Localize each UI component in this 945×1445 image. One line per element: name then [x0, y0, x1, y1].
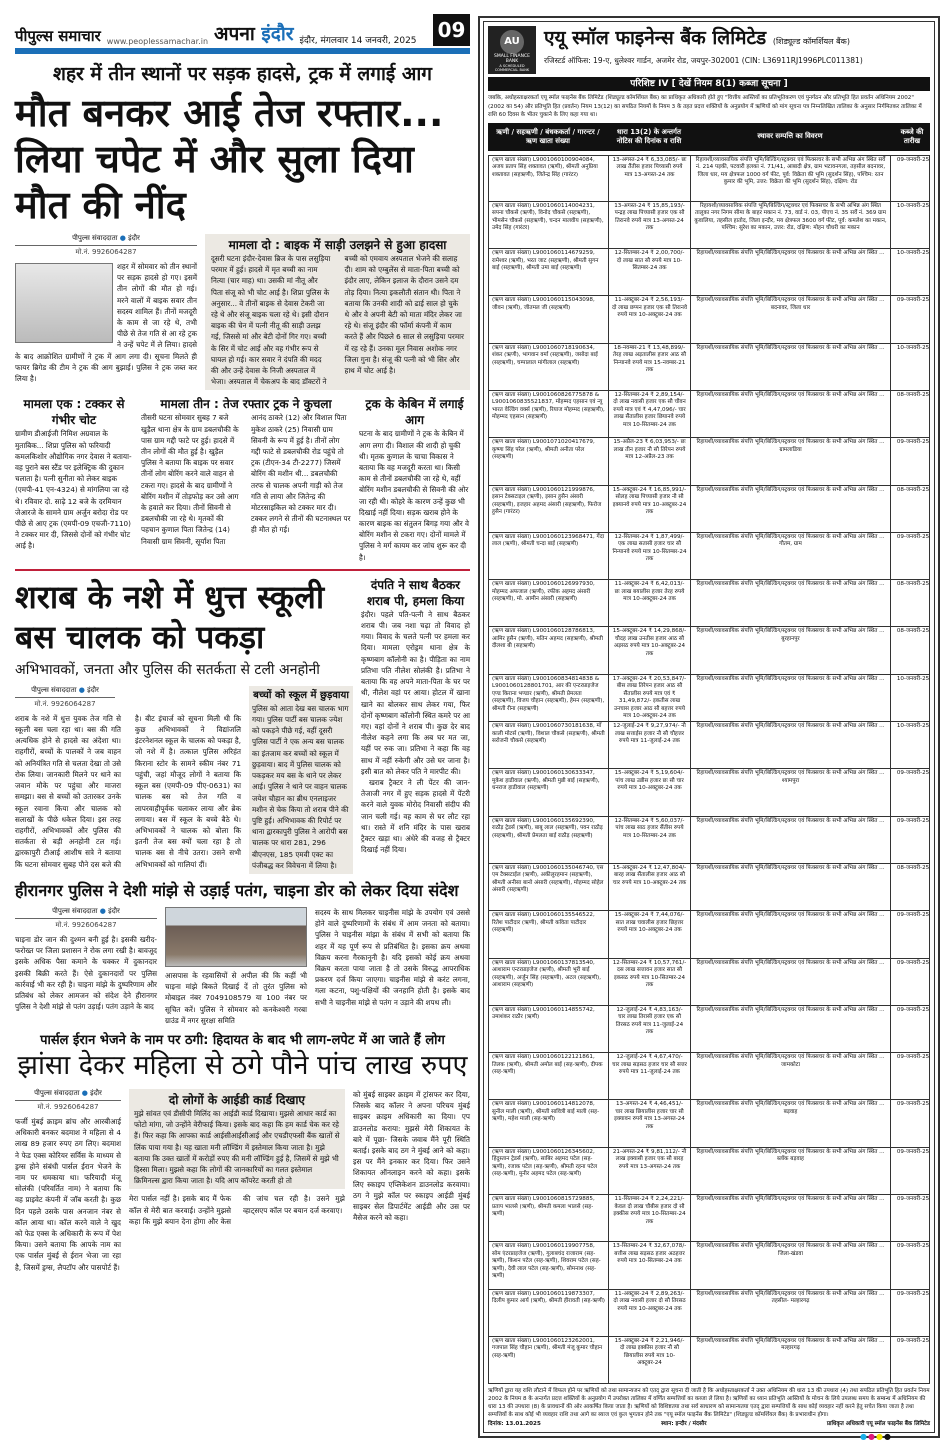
case2-box — [205, 234, 470, 390]
story2-side — [361, 577, 470, 855]
borrower-cell: (ऋण खाता संख्या) L9001060114679259, रामेश्वर (ऋणी), भरत जाट (सहऋणी), श्रीमती सुगन बाई (सहऋणी), श्रीमती उमा बाई (सहऋणी) — [489, 249, 609, 295]
story2-box-body: पुलिस को आता देख बस चालक भाग गया। पुलिस पार्टी बस चालक ज्येश को पकड़ने पीछे गई, वहीं दूसरी पुलिस पार्टी ने एक अन्य बस चालक का इंतजाम कर बच्चों को स्कूल में छुड़वाया। बाद में पुलिस चालक को पकड़कर मय बस के थाने पर लेकर आई। पुलिस ने थाने पर वाहन चालक जयेश चौहान का ब्रीथ एनलाइजर मशीन से चेक किया तो शराब पीने की पुष्टि हुई। अभिभावक की रिपोर्ट पर थाना द्वारकापुरी पुलिस ने आरोपी बस चालक पर धारा 281, 296 बीएनएस, 185 एमवी एक्ट का पंजीबद्ध कर विवेचना में लिया है। — [252, 703, 349, 870]
notice-title: परिशिष्ट IV [ देखें नियम 8(1) कब्जा सूचना ] — [488, 77, 930, 91]
section-title — [214, 20, 294, 46]
property-cell: रिहायशी/व्यावसायिक संपत्ति भूमि/बिल्डिंग/स्ट्रक्चर एवं फिक्सचर के सभी अभिन्न अंग स्थित ... — [691, 391, 891, 437]
possession-date-cell: 09-जनवरी-25 — [896, 533, 930, 540]
property-cell: रिहायशी/व्यावसायिक संपत्ति भूमि/बिल्डिंग/स्ट्रक्चर एवं फिक्सचर के सभी अभिन्न अंग स्थित ... जिला-खंडवा — [691, 1242, 891, 1288]
possession-date-cell: 09-जनवरी-25 — [896, 1006, 930, 1013]
property-cell: रिहायशी/व्यावसायिक संपत्ति भूमि/बिल्डिंग/स्ट्रक्चर एवं फिक्सचर के सभी अभिन्न अंग स्थित ... — [691, 1195, 891, 1241]
property-cell: रिहायशी/व्यावसायिक संपत्ति भूमि/बिल्डिंग/स्ट्रक्चर एवं फिक्सचर के सभी अभिन्न अंग स्थित ... बुरहानपुर — [691, 627, 891, 673]
possession-date-cell: 09-जनवरी-25 — [896, 1101, 930, 1108]
page-number: 09 — [433, 14, 470, 46]
story3-headline: हीरानगर पुलिस ने देशी मांझे से उड़ाई पतंग, चाइना डोर को लेकर दिया संदेश — [15, 880, 459, 900]
footer-text: ऋणियों द्वारा यह राशि लौटाने में विफल होने पर ऋणियों को तथा सामान्यजन को एतद् द्वारा सूचना दी जाती है कि अधोहस्ताक्षरकर्ता ने उक्त अधिनियम की धारा 13 की उपधारा (4) तथा सपठित प्रतिभूति हित प्रवर्तन नियम 2002 के नियम 8 के अन्तर्गत प्रदत्त शक्तियों के अनुप्रयोग में उपरोक्त तालिका में वर्णित सम्पत्तियों का कब्जा ले लिया है। ऋणियों का ध्यान प्रतिभूति आस्तियों के मोचन के लिये उपलब्ध समय के सम्बन्ध में अधिनियम की धारा 13 की उपधारा (8) के प्रावधानों की ओर आकर्षित किया जाता है। ऋणियों को विशिष्टतया तथा सर्व साधारण को सामान्यतया एतद् द्वारा सम्पत्तियों के साथ कोई व्यवहार नहीं करने हेतु सचेत किया जाता है तथा सम्पत्तियों के साथ कोई भी व्यवहार राशि तथा आगे का ब्याज एवं कुल भुगतान होने तक "एयू स्मॉल फाइनेंस बैंक लिमिटेड" (शिड्यूल्ड कॉमर्शियल बैंक) के प्रभाराधीन होगा। — [488, 1388, 930, 1419]
dateline: इंदौर, मंगलवार 14 जनवरी, 2025 — [299, 36, 417, 46]
notice-cell: 13-अगस्त-24 ₹ 15,85,193/- पन्द्रह लाख पिच्यासी हजार एक सौ तिरानवे रुपये मात्र 13-अगस्त-24 तक — [609, 202, 691, 248]
ad-frame — [483, 21, 935, 1433]
story2 — [15, 577, 470, 874]
borrower-cell: (ऋण खाता संख्या) L9001060119907758, सोम एंटरप्राइजेज (ऋणी), गुलाबचंद राजाराम (सह-ऋणी), किशन पटेल (सह-ऋणी), शिवराम पटेल (सह-ऋणी), देवी लाल पटेल (सह-ऋणी), सोमनाथ (सह-ऋणी) — [489, 1242, 609, 1288]
case2-body: दूसरी घटना इंदौर-देवास ब्रिज के पास लसुड़िया परमार में हुई। हादसे में मृत बच्ची का नाम नित्या (चार माह) था। उसकी मां नीतू और पिता संजू को भी चोट आई है। शिप्रा पुलिस के अनुसार... वे तीनों बाइक से देवास टेकरी जा रहे थे और संजू बाइक चला रहे थे। इसी दौरान बाइक की चेन में पत्नी नीतू की साड़ी उलझ गई, जिससे मां और बेटी दोनों गिर गए। बच्ची के सिर में चोट आई और वह गंभीर रूप से घायल हो गई। कार सवार ने दंपति की मदद की और उन्हें देवास के निजी अस्पताल में भेजा। अस्पताल में चेकअप के बाद डॉक्टरों ने बच्ची को एमवाय अस्पताल भेजने की सलाह दी। शाम को एम्बुलेंस से माता-पिता बच्ची को इंदौर लाए, लेकिन इलाज के दौरान उसने दम तोड़ दिया। नित्या इकलौती संतान थी। पिता ने बताया कि उनकी शादी को ढाई साल हो चुके थे और वे अपनी बेटी को माता मंदिर लेकर जा रहे थे। संजू इंदौर की फॉर्मा कंपनी में काम करते हैं और पिछले 6 साल से लसुड़िया परमार में रह रहे हैं। उनका मूल निवास अशोक नगर जिला गुना है। संजू की पत्नी को भी सिर और हाथ में चोट आई है। — [211, 254, 464, 387]
story2-subhead: अभिभावकों, जनता और पुलिस की सतर्कता से टली अनहोनी — [15, 661, 320, 678]
possession-date-cell: 10-जनवरी-25 — [896, 675, 930, 682]
byline-mobile: मो.नं. 9926064287 — [34, 699, 96, 708]
byline-name: पीपुल्स संवाददाता — [72, 234, 118, 242]
property-cell: रिहायशी/व्यावसायिक संपत्ति भूमि/बिल्डिंग/स्ट्रक्चर एवं फिक्सचर के सभी अभिन्न अंग स्थित ... गौतम, ग्राम — [691, 533, 891, 579]
possession-notice-ad — [478, 16, 940, 1438]
property-cell: रिहायशी/व्यावसायिक संपत्ति भूमि/बिल्डिंग/स्ट्रक्चर एवं फिक्सचर के सभी अभिन्न अंग स्थित ... ग्रामलाडिया — [691, 438, 891, 484]
byline-name: पीपुल्स संवाददाता — [34, 1088, 80, 1097]
table-row — [488, 438, 930, 485]
possession-date-cell: 09-जनवरी-25 — [896, 1243, 930, 1250]
ad-header — [488, 26, 930, 74]
au-logo-mark: AU — [500, 30, 524, 54]
au-logo-tag: A SCHEDULED COMMERCIAL BANK — [494, 64, 530, 72]
property-cell: रिहायशी/व्यावसायिक संपत्ति भूमि/बिल्डिंग/स्ट्रक्चर एवं फिक्सचर के सभी अभिन्न अंग स्थित ... बदनावर, जिला धार — [691, 296, 891, 342]
story4-kicker: पार्सल ईरान भेजने के नाम पर ठगी: हिदायत के बाद भी लाग-लपेट में आ जाते हैं लोग — [40, 1032, 445, 1048]
byline: पीपुल्स संवाददाता ● इंदौर — [15, 1089, 121, 1101]
table-row — [488, 155, 930, 202]
property-cell: रिहायशी/व्यावसायिक संपत्ति भूमि/बिल्डिंग/स्ट्रक्चर एवं फिक्सचर के सभी अभिन्न अंग स्थित ... — [691, 675, 891, 721]
borrower-cell: (ऋण खाता संख्या) L9001060128786813, आमिर हुसैन (ऋणी), मतिन अहमद (सहऋणी), श्रीमती दीलशा बी (सहऋणी) — [489, 627, 609, 673]
notice-cell: 11-अक्टूबर-24 ₹ 2,56,193/- दो लाख छप्पन हजार एक सौ तिरानवे रुपये मात्र 10-अक्टूबर-24 तक — [609, 296, 691, 342]
table-row — [488, 202, 930, 249]
possession-date-cell: 09-जनवरी-25 — [896, 1290, 930, 1297]
story3-left — [15, 907, 157, 1012]
borrower-cell: (ऋण खाता संख्या) L9001060834814838 & L9001060128801701, आर की एन्टरप्राइजेज एण्ड किराना भण्डार (ऋणी), श्रीमती प्रेमलता (सहऋणी), विजय चौहान (सहऋणी), हेमन (सहऋणी), श्रीमती रीना (सहऋणी) — [489, 675, 609, 721]
possession-date-cell: 08-जनवरी-25 — [896, 486, 930, 493]
story4-left — [15, 1089, 121, 1273]
borrower-cell: (ऋण खाता संख्या) L9001071020417679, कृष्णा सिंह परेल (ऋणी), श्रीमती अनीता परेल (सहऋणी) — [489, 438, 609, 484]
borrower-cell: (ऋण खाता संख्या) L9001060126345602, हिंदुस्तान ट्रेडर्स (ऋणी), साबिर अहमद पटेल (सह-ऋणी), रजाक पटेल (सह-ऋणी), श्रीमती रहना पटेल (सह-ऋणी), मुनीर अहमद पटेल (सह-ऋणी) — [489, 1148, 609, 1194]
col-notice: धारा 13(2) के अन्तर्गत नोटिस की दिनांक व राशि — [616, 127, 682, 145]
notice-cell: 11-अक्टूबर-24 ₹ 2,89,263/- दो लाख नवासी हजार दो सौ तिरसठ रुपये मात्र 10-अक्टूबर-24 तक — [609, 1290, 691, 1336]
table-row — [488, 1100, 930, 1147]
notice-cell: 12-सितम्बर-24 ₹ 1,87,499/- एक लाख सतासी हजार चार सौ निन्यानवे रुपये मात्र 10-सितम्बर-24 तक — [609, 533, 691, 579]
notice-cell: 15-अक्टूबर-24 ₹ 5,19,604/- पांच लाख उन्नीस हजार छः सौ चार रुपये मात्र 10-अक्टूबर-24 तक — [609, 769, 691, 815]
possession-date-cell: 10-जनवरी-25 — [896, 723, 930, 730]
story1-top — [15, 234, 470, 390]
possession-date-cell: 09-जनवरी-25 — [896, 297, 930, 304]
borrower-cell: (ऋण खाता संख्या) L9001060137813540, आशाराम एन्टरप्राइजेज (ऋणी), श्रीमती भूरी बाई (सहऋणी), अर्जुन सिंह (सहऋणी), अटल (सहऋणी), आशाराम (सहऋणी) — [489, 959, 609, 1005]
story4-body2: मेरा पार्सल नहीं है। इसके बाद मैं फेक कॉल से मेरी बात करवाई। उन्होंने मुझसे कहा कि मुझे बयान देना होगा और केस की जांच चल रही है। उसने मुझे व्हाट्सएप कॉल पर बयान दर्ज करवाए। — [129, 1194, 345, 1226]
possession-date-cell: 08-जनवरी-25 — [896, 628, 930, 635]
masthead — [15, 14, 470, 54]
property-cell: रिहायशी/व्यावसायिक संपत्ति भूमि/बिल्डिंग/स्ट्रक्चर एवं फिक्सचर के सभी अभिन्न अंग स्थित ... — [691, 344, 891, 390]
story1-cases — [15, 396, 470, 562]
story2-side-body: इंदौर। पहले पति-पत्नी ने साथ बैठकर शराब पी। जब नशा चढ़ा तो विवाद हो गया। विवाद के चलते पत्नी पर हमला कर दिया। मामला एरोड्रम थाना क्षेत्र के कृष्णबाग कॉलोनी का है। पीड़िता का नाम प्रतिभा पति नीलेश सोलंकी है। प्रतिभा ने बताया कि वह अपने माता-पिता के घर पर थी, नीलेश वहां पर आया। होटल में खाना खाने का बोलकर साथ लेकर गया, फिर दोनों कृष्णबाग कॉलोनी स्थित कमरे पर आ गए। वहां दोनों ने शराब पी। कुछ देर बाद नीलेश कहने लगा कि अब घर मत जा, यहीं पर रुक जा। प्रतिभा ने कहा कि वह साथ में नहीं रुकेगी और उसे घर जाना है। इसी बात को लेकर पति ने मारपीट की। — [361, 609, 470, 776]
property-cell: रिहायशी/व्यावसायिक संपत्ति भूमि/बिल्डिंग/स्ट्रक्चर एवं फिक्सचर के सभी अभिन्न अंग स्थित ... — [691, 722, 891, 768]
notice-cell: 15-अप्रैल-23 ₹ 6,03,953/- छः लाख तीन हजार नौ सौ तिरेपन रुपये मात्र 12-अप्रैल-23 तक — [609, 438, 691, 484]
story4-body: फर्जी मुंबई क्राइम ब्रांच और आरबीआई अधिकारी बनकर बदमाश ने महिला से 4 लाख 89 हजार रुपए ठग लिए। बदमाश ने फेड एक्स कोरियर सर्विस के माध्यम से ड्रग्स होने संबंधी पार्सल ईरान भेजने के नाम पर धमकाया था। फरियादी मंजू सोलंकी (परिवर्तित नाम) ने बताया कि वह प्राइवेट कंपनी में जॉब करती है। कुछ दिन पहले उसके पास अनजान नंबर से कॉल आया था। कॉल करने वाले ने खुद को फेड एक्स के अधिकारी के रूप में पेश किया। उसने बताया कि आपके नाम का एक पार्सल मुंबई से ईरान भेजा जा रहा है, जिसमें ड्रग्स, लैपटॉप और पासपोर्ट हैं। — [15, 1116, 121, 1272]
possession-date-cell: 08-जनवरी-25 — [896, 864, 930, 871]
borrower-cell: (ऋण खाता संख्या) L9001060123262001, गजपाल सिंह चौहान (ऋणी), श्रीमती मंजू कुमार चौहान (सह-ऋणी) — [489, 1337, 609, 1383]
possession-date-cell: 10-जनवरी-25 — [896, 202, 930, 209]
borrower-cell: (ऋण खाता संख्या) L9001060114855742, उमाशंकर राठौर (ऋणी) — [489, 1006, 609, 1052]
borrower-cell: (ऋण खाता संख्या) L9001060815729885, प्रताप भालसे (ऋणी), श्रीमती कमला भालसे (सह-ऋणी) — [489, 1195, 609, 1241]
story1-left — [15, 234, 197, 384]
byline-name: पीपुल्स संवाददाता — [52, 906, 98, 915]
table-row — [488, 391, 930, 438]
story3-body: चाइना डोर जान की दुश्मन बनी हुई है। इसकी खरीद-फरोख्त पर जिला प्रशासन ने रोक लगा रखी है। बावजूद इसके अधिक पैसा कमाने के चक्कर में दुकानदार इसकी बिक्री करते हैं। ऐसे दुकानदारों पर पुलिस कार्रवाई भी कर रही है। चाइना मांझे के दुष्परिणाम और प्रतिबंध को लेकर आमजन को संदेश देने हीरानगर पुलिस ने देशी मांझे से पतंग उड़ाई। पतंग उड़ाने के बाद — [15, 934, 157, 1012]
col-possession-date: कब्जे की तारीख — [900, 127, 924, 145]
possession-date-cell: 09-जनवरी-25 — [896, 959, 930, 966]
possession-date-cell: 09-जनवरी-25 — [896, 1337, 930, 1344]
notice-cell: 13-अगस्त-24 ₹ 4,46,451/- चार लाख छियालीस हजार चार सौ इक्यावन रुपये मात्र 13-अगस्त-24 तक — [609, 1100, 691, 1146]
byline: पीपुल्स संवाददाता ● इंदौर — [15, 686, 115, 698]
story4-headline: झांसा देकर महिला से ठगे पौने पांच लाख रुपए — [17, 1049, 468, 1081]
property-cell: रिहायशी/व्यावसायिक संपत्ति भूमि/बिल्डिंग/स्ट्रक्चर एवं फिक्सचर के सभी अभिन्न अंग स्थित ... — [691, 249, 891, 295]
byline-mobile: मो.नं. 9926064287 — [75, 248, 137, 256]
au-logo-text: SMALL FINANCE BANK — [494, 54, 530, 64]
notice-cell: 12-सितम्बर-24 ₹ 10,57,761/- दस लाख सत्तावन हजार सात सौ इकसठ रुपये मात्र 10-सितम्बर-24 तक — [609, 959, 691, 1005]
byline: पीपुल्स संवाददाता ● इंदौर — [15, 907, 157, 919]
case4-title: ट्रक के केबिन में लगाई आग — [365, 397, 464, 428]
story2-box — [249, 686, 353, 874]
table-row — [488, 864, 930, 911]
col-property: स्थावर सम्पत्ति का विवरण — [757, 132, 823, 140]
case2-title: मामला दो : बाइक में साड़ी उलझने से हुआ हादसा — [228, 238, 447, 252]
newspaper-logo: पीपुल्स समाचार — [15, 27, 101, 45]
property-cell: रिहायशी/व्यावसायिक संपत्ति भूमि/बिल्डिंग/स्ट्रक्चर एवं फिक्सचर के सभी अभिन्न अंग स्थित तालुका नगर निगम सीमा के बाहर मकान नं. 73, वार्ड नं. 03, पीएच नं. 35 सर्वे नं. 369 ग्राम कुवालिया, तहसील हातोद, जिला इन्दौर, मय क्षेत्रफल 3600 वर्ग फीट, पूर्व: कमलेश का मकान, पश्चिम: सुरेश का मकान, उत्तर: रोड, दक्षिण: मोहन चौधरी का मकान — [691, 202, 891, 248]
borrower-cell: (ऋण खाता संख्या) L9001060718190634, शंकर (ऋणी), भागवान वर्मा (सहऋणी), जसोदा बाई (सहऋणी), चम्पालाल मांगीलाल (सहऋणी) — [489, 344, 609, 390]
au-bank-logo — [488, 26, 536, 74]
notice-cell: 11-सितम्बर-24 ₹ 2,24,221/- केवल दो लाख चौबीस हजार दो सौ इक्कीस रुपये मात्र 10-सितम्बर-24 तक — [609, 1195, 691, 1241]
borrower-cell: (ऋण खाता संख्या) L9001060100904084, अजय प्रताप सिंह शक्तावत (ऋणी), श्रीमती अनुप्रिया शक्तावत (सहऋणी), जितेन्द्र सिंह (गारंटर) — [489, 156, 609, 201]
story4 — [15, 1089, 470, 1273]
possession-date-cell: 10-जनवरी-25 — [896, 250, 930, 257]
byline-mobile: मो.नं. 9926064287 — [55, 920, 117, 929]
table-row — [488, 1290, 930, 1337]
notice-cell: 17-अक्टूबर-24 ₹ 20,53,847/- बीस लाख तिरेपन हजार आठ सौ सैंतालीस रुपये मात्र एवं ₹ 31,49,872/- इकतीस लाख उनचास हजार आठ सौ बहत्तर रुपये मात्र 10-अक्टूबर-24 तक — [609, 675, 691, 721]
story2-body: शराब के नशे में धुत्त युवक तेज गति से स्कूली बस चला रहा था। बस की गति अत्यधिक होने से हादसे का अंदेशा था। राहगीरों, बच्चों के पालकों ने जब वाहन को अनियंत्रित गति से चलता देखा तो उसे रोक लिया। जानकारी मिलने पर थाने का जवान मौके पर पहुंचा और माजरा समझा। बस से बच्चों को उतारकर उनके स्कूल रवाना किया और चालक को सलाखों के पीछे धकेल दिया। इस तरह राहगीरों, अभिभावकों और पुलिस की सतर्कता से बड़ी अनहोनी टल गई। द्वारकापुरी टीआई आशीष सत्रे ने बताया कि घटना सोमवार सुबह पौने दस बजे की है। बीट इंचार्ज को सूचना मिली थी कि कुछ अभिभावकों ने विद्यांजलि इंटरनेशनल स्कूल के चालक को पकड़ा है, जो नशे में है। तत्काल पुलिस अरिहंत किराना स्टोर के सामने स्कीम नंबर 71 पहुंची, जहां मौजूद लोगों ने बताया कि स्कूल बस (एमपी-09 पीए-0631) का चालक बस को तेज गति व लापरवाहीपूर्वक चलाकर लाया और ब्रेक लगाया। बस में स्कूल के बच्चे बैठे थे। अभिभावकों ने चालक को बोला कि इतनी तेज बस क्यों चला रहा है तो चालक बस से नीचे उतरा। उसने सभी अभिभावकों को गालियां दीं। — [15, 713, 241, 869]
case4-body: घटना के बाद ग्रामीणों ने ट्रक के केबिन में आग लगा दी। विशाल की शादी हो चुकी थी। मृतक कुणाल के चाचा विकास ने बताया कि वह मजदूरी करता था। किसी काम से तीनों डबलचौकी जा रहे थे, वहीं बोरिंग मशीन डबलचौकी से सिवनी की ओर जा रही थी। कोहरे के कारण उन्हें कुछ भी दिखाई नहीं दिया। सड़क खराब होने के कारण बाइक का संतुलन बिगड़ गया और वे बोरिंग मशीन से टकरा गए। दोनों मामले में पुलिस ने मर्ग कायम कर जांच शुरू कर दी है। — [359, 429, 469, 562]
table-header — [488, 123, 930, 151]
possession-date-cell: 09-जनवरी-25 — [896, 1196, 930, 1203]
notice-place: स्थान: इन्दौर / मंदसौर — [661, 1421, 707, 1428]
table-row — [488, 1053, 930, 1100]
notice-cell: 12-सितम्बर-24 ₹ 2,89,154/- दो लाख नवासी हजार एक सौ चौवन रुपये मात्र एवं ₹ 4,47,096/- चार लाख सैंतालीस हजार छियानवे रुपये मात्र 10-सितम्बर-24 तक — [609, 391, 691, 437]
borrower-cell: (ऋण खाता संख्या) L9001060135692390, राठौड़ ट्रेडर्स (ऋणी), बाबू लाल (सहऋणी), पवन राठौड़ (सहऋणी), श्रीमती प्रेमलता बाई राठौड़ (सहऋणी) — [489, 817, 609, 863]
borrower-cell: (ऋण खाता संख्या) L9001060119873307, दिलीप कुमार आर्य (ऋणी), श्रीमती हीरावती (सह-ऋणी) — [489, 1290, 609, 1336]
story3-caption: आसपास के रहवासियों से अपील की कि कहीं भी चाइना मांझे बिकते दिखाई दें तो तुरंत पुलिस को मोबाइल नंबर 7049108579 या 100 नंबर पर सूचित करें। पुलिस ने सोमवार को कनकेश्वरी गरबा ग्राउंड में नगर सुरक्षा समिति — [165, 970, 307, 1025]
byline: पीपुल्स संवाददाता ● इंदौर — [15, 234, 197, 246]
notice-cell: 15-अक्टूबर-24 ₹ 16,85,991/- सोलह लाख पिच्यासी हजार नौ सौ इक्यानवे रुपये मात्र 10-अक्टूबर-24 तक — [609, 486, 691, 532]
property-cell: रिहायशी/व्यावसायिक संपत्ति भूमि/बिल्डिंग/स्ट्रक्चर एवं फिक्सचर के सभी अभिन्न अंग स्थित ... जामकोटा — [691, 1053, 891, 1099]
notice-cell: 18-नवम्बर-21 ₹ 13,48,899/- तेरह लाख अड़तालीस हजार आठ सौ निन्यानवे रुपये मात्र 15-नवम्बर-21 तक — [609, 344, 691, 390]
possession-date-cell: 08-जनवरी-25 — [896, 391, 930, 398]
table-row — [488, 1148, 930, 1195]
table-row — [488, 1337, 930, 1384]
byline-name: पीपुल्स संवाददाता — [31, 685, 77, 694]
table-row — [488, 296, 930, 343]
case4 — [359, 396, 470, 562]
story1-headline: मौत बनकर आई तेज रफ्तार... लिया चपेट में और सुला दिया मौत की नींद — [15, 91, 444, 227]
signature-line — [488, 1420, 930, 1428]
possession-date-cell: 09-जनवरी-25 — [896, 770, 930, 777]
notice-cell: 15-अक्टूबर-24 ₹ 7,44,076/- सात लाख चवालीस हजार छिहत्तर रुपये मात्र 10-अक्टूबर-24 तक — [609, 911, 691, 957]
table-row — [488, 249, 930, 296]
property-cell: रिहायशी/व्यावसायिक संपत्ति भूमि/बिल्डिंग/स्ट्रक्चर एवं फिक्सचर के सभी अभिन्न अंग स्थित ... ब्लॉक बड़वाह — [691, 1148, 891, 1194]
possession-date-cell: 09-जनवरी-25 — [896, 1054, 930, 1061]
notice-cell: 15-अक्टूबर-24 ₹ 14,29,868/- चौदह लाख उनतीस हजार आठ सौ अड़सठ रुपये मात्र 10-अक्टूबर-24 तक — [609, 627, 691, 673]
story2-left — [15, 686, 241, 870]
notice-cell: 12-जुलाई-24 ₹ 4,67,470/- चार लाख सड़सठ हजार चार सौ सत्तर रुपये मात्र 11-जुलाई-24 तक — [609, 1053, 691, 1099]
table-row — [488, 911, 930, 958]
byline-city: इंदौर — [87, 685, 99, 694]
borrower-cell: (ऋण खाता संख्या) L9001060135546522, रितेश पाटीदार (ऋणी), श्रीमती कविता पाटीदार (सहऋणी) — [489, 911, 609, 957]
property-cell: रिहायशी/व्यावसायिक संपत्ति भूमि/बिल्डिंग/स्ट्रक्चर एवं फिक्सचर के सभी अभिन्न अंग स्थित ... — [691, 911, 891, 957]
borrower-cell: (ऋण खाता संख्या) L9001060130633347, मुकेश हाडीवाल (ऋणी), श्रीमती मुन्नी बाई (सहऋणी), धनराज हाडीवाल (सहऋणी) — [489, 769, 609, 815]
case1-title: मामला एक : टक्कर से गंभीर चोट — [23, 397, 125, 428]
property-cell: रिहायशी/व्यावसायिक संपत्ति भूमि/बिल्डिंग/स्ट्रक्चर एवं फिक्सचर के सभी अभिन्न अंग स्थित सर्वे नं. 214 पइकी, पटवारी हलका नं. 71/41, आबादी क्षेत्र, ग्राम भटावनगला, तहसील बदनावर, जिला धार, मय क्षेत्रफल 1000 वर्ग फीट, पूर्व: विक्रेता की भूमि (सुदर्शन सिंह), पश्चिम: रतन कुमार की भूमि, उत्तर: विक्रेता की भूमि (सुदर्शन सिंह), दक्षिण: रोड — [691, 156, 891, 201]
borrower-cell: (ऋण खाता संख्या) L9001060826775878 & L9001060835521837, मोहम्मद एहसान एवं न्यू भारत वेल्डिंग वर्क्स (ऋणी), रियाज मोहम्मद (सहऋणी), मोहम्मद एहसान (सहऋणी) — [489, 391, 609, 437]
table-row — [488, 769, 930, 816]
story3 — [15, 907, 470, 1026]
story2-side-title: दंपति ने साथ बैठकर शराब पी, हमला किया — [366, 577, 465, 608]
borrower-cell: (ऋण खाता संख्या) L9001060730181638, माँ काली मोटर्स (ऋणी), विशाल चौकसे (सहऋणी), श्रीमती सरोजनी चौकसे (सहऋणी) — [489, 722, 609, 768]
borrower-cell: (ऋण खाता संख्या) L9001060126997930, मोहम्मद अफजाल (ऋणी), रफीक अहमद अंसारी (सहऋणी), मो. आमीन अंसारी (सहऋणी) — [489, 580, 609, 626]
property-cell: रिहायशी/व्यावसायिक संपत्ति भूमि/बिल्डिंग/स्ट्रक्चर एवं फिक्सचर के सभी अभिन्न अंग स्थित ... — [691, 817, 891, 863]
table-row — [488, 722, 930, 769]
notice-intro: जबकि, अधोहस्ताक्षरकर्ता एयू स्मॉल फाइनेंस बैंक लिमिटेड (शिड्यूल्ड कॉमर्शियल बैंक) का प्राधिकृत अधिकारी होते हुए "वित्तीय आस्तियों का प्रतिभूतिकरण एवं पुनर्गठन और प्रतिभूति हित प्रवर्तन अधिनियम 2002" (2002 का 54) और प्रतिभूति हित (प्रवर्तन) नियम 13(12) का सपठित नियमों के नियम 3 के तहत प्रदत्त शक्तियों के अनुप्रयोग में ऋणियों को मांग सूचना पत्र निम्नलिखित तालिका के अनुसार निर्गमितकर तालिका में राशि 60 दिवस के भीतर चुकाने के लिए कहा गया था। — [488, 95, 922, 118]
story2-side2-body: खराब ट्रैक्टर ने ली पेंटर की जान- तेजाजी नगर में हुए सड़क हादसे में पेंटरी करने वाले युवक मोरोद निवासी संदीप की जान चली गई। वह काम से घर लौट रहा था। रास्ते में शनि मंदिर के पास खराब ट्रैक्टर खड़ा था। अंधेरे की वजह से ट्रैक्टर दिखाई नहीं दिया। — [361, 777, 470, 855]
table-row — [488, 959, 930, 1006]
story2-byline-block — [15, 686, 115, 709]
story1-body — [15, 261, 197, 384]
story4-box-body: मुझे सांवत एवं डीसीपी मिलिंद का आईडी कार्ड दिखाया। मुझसे आधार कार्ड का फोटो मांगा, जो उन्होंने वेरीफाई किया। इसके बाद कहा कि हम कार्ड चेक कर रहे हैं। फिर कहा कि आपका कार्ड आईसीआईसीआई और एचडीएफसी बैंक खातों से लिंक पाया गया है। यह खाता मनी लॉण्डिंग में इस्तेमाल किया जाता है। मुझे बताया कि उक्त खातों में करोड़ों रुपए की मनी लॉण्डिंग हुई है, जिसमें से मुझे भी हिस्सा मिला। मुझसे कहा कि लोगों की जानकारियों का गलत इस्तेमाल क्रिमिनल्स द्वारा किया जाता है। यदि आप कॉपरेट करती हो तो — [134, 1108, 340, 1186]
notice-cell: 21-अगस्त-24 ₹ 9,81,112/- नौ लाख इक्यासी हजार एक सौ बारह रुपये मात्र 13-अगस्त-24 तक — [609, 1148, 691, 1194]
notice-footer — [488, 1387, 930, 1428]
possession-date-cell: 10-जनवरी-25 — [896, 344, 930, 351]
property-cell: रिहायशी/व्यावसायिक संपत्ति भूमि/बिल्डिंग/स्ट्रक्चर एवं फिक्सचर के सभी अभिन्न अंग स्थित ... — [691, 580, 891, 626]
table-row — [488, 817, 930, 864]
notice-cell: 12-सितम्बर-24 ₹ 5,60,037/- पांच लाख साठ हजार सैंतीस रुपये मात्र 10-सितम्बर-24 तक — [609, 817, 691, 863]
property-cell: रिहायशी/व्यावसायिक संपत्ति भूमि/बिल्डिंग/स्ट्रक्चर एवं फिक्सचर के सभी अभिन्न अंग स्थित ... श्यामपुरा — [691, 769, 891, 815]
notice-cell: 13-सितम्बर-24 ₹ 32,67,078/- बत्तीस लाख सड़सठ हजार अठहत्तर रुपये मात्र 10-सितम्बर-24 तक — [609, 1242, 691, 1288]
story2-box-title: बच्चों को स्कूल में छुड़वाया — [253, 689, 349, 701]
website-link[interactable]: www.peoplessamachar.in — [106, 37, 209, 46]
news-column — [15, 14, 470, 1273]
notice-date: दिनांक: 13.01.2025 — [488, 1421, 541, 1428]
borrower-cell: (ऋण खाता संख्या) L9001060114004231, सपना चौकसे (ऋणी), विनोद चौकसे (सहऋणी), भीमसेन चौकसे (सहऋणी), चन्दन मालवीय (सहऋणी), उमेद सिंह (गारंटर) — [489, 202, 609, 248]
property-cell: रिहायशी/व्यावसायिक संपत्ति भूमि/बिल्डिंग/स्ट्रक्चर एवं फिक्सचर के सभी अभिन्न अंग स्थित ... — [691, 959, 891, 1005]
story1-kicker: शहर में तीन स्थानों पर सड़क हादसे, ट्रक में लगाई आग — [53, 63, 432, 85]
story2-headline: शराब के नशे में धुत्त स्कूली बस चालक को पकड़ा — [15, 577, 325, 656]
property-cell: रिहायशी/व्यावसायिक संपत्ति भूमि/बिल्डिंग/स्ट्रक्चर एवं फिक्सचर के सभी अभिन्न अंग स्थित ... तहसील- मल्हारगढ़ — [691, 1290, 891, 1336]
table-row — [488, 627, 930, 674]
registered-office: रजिस्टर्ड ऑफिस: 19-ए, धुलेश्वर गार्डन, अजमेर रोड, जयपुर-302001 (CIN: L36911RJ1996PLC011381) — [544, 56, 863, 65]
kite-flying-photo — [165, 907, 307, 967]
case3 — [141, 396, 351, 546]
table-row — [488, 344, 930, 391]
case1-body: ग्रामीण डीआईजी निमिश अग्रवाल के मुताबिक... शिप्रा पुलिस को फरियादी कमलकिशोर औद्योगिक नगर देवास ने बताया- वह पुराने बस स्टैंड पर इलेक्ट्रिक की दुकान चलाता है। पत्नी सुनीता को लेकर बाइक (एमपी-41 एन-4324) से मांगलिया जा रहे थे। रविवार दो. साढ़े 12 बजे के दरमियान जेआरजे के सामने ग्राम अर्जुन बरोदा रोड पर पीछे से आए ट्रक (एमपी-09 एचजी-7110) ने टक्कर मार दी, जिससे दोनों को गंभीर चोट आई है। — [15, 429, 132, 551]
possession-date-cell: 08-जनवरी-25 — [896, 581, 930, 588]
borrower-cell: (ऋण खाता संख्या) L9001060123968471, गेंदा लाल (ऋणी), श्रीमती चन्दा बाई (सहऋणी) — [489, 533, 609, 579]
col-borrower: ऋणी / सहऋणी / बंधककर्ता / गारन्टर / ऋण खाता संख्या — [496, 127, 600, 145]
table-row — [488, 486, 930, 533]
borrower-cell: (ऋण खाता संख्या) L9001060135046740, एस एम टैक्सटाईल (ऋणी), अकीलुरहमान (सहऋणी), श्रीमती अनीसा बानो अंसारी (सहऋणी), मोहम्मद सोहेल अंसारी (सहऋणी) — [489, 864, 609, 910]
possession-date-cell: 09-जनवरी-25 — [896, 912, 930, 919]
property-cell: रिहायशी/व्यावसायिक संपत्ति भूमि/बिल्डिंग/स्ट्रक्चर एवं फिक्सचर के सभी अभिन्न अंग स्थित ... — [691, 864, 891, 910]
case3-title: मामला तीन : तेज रफ्तार ट्रक ने कुचला — [160, 397, 332, 412]
story3-middle — [165, 907, 307, 1026]
notice-cell: 15-अक्टूबर-24 ₹ 12,47,804/- बारह लाख सैंतालीस हजार आठ सौ चार रुपये मात्र 10-अक्टूबर-24 तक — [609, 864, 691, 910]
possession-date-cell: 09-जनवरी-25 — [896, 1148, 930, 1155]
section-title-b: इंदौर — [261, 23, 294, 45]
section-divider — [15, 569, 470, 571]
byline-mobile: मो.नं. 9926064287 — [37, 1102, 99, 1111]
notice-cell: 12-जुलाई-24 ₹ 9,27,974/- नौ लाख सत्ताईस हजार नौ सौ चौहत्तर रुपये मात्र 11-जुलाई-24 तक — [609, 722, 691, 768]
story4-box-title: दो लोगों के आईडी कार्ड दिखाए — [168, 1092, 306, 1107]
story3-body2: सदस्य के साथ मिलकर चाइनीस मांझे के उपयोग एवं उससे होने वाले दुष्परिणामों के संबंध में आम जनता को बताया। पुलिस ने चाइनीस मांझा के संबंध में सभी को बताया कि शहर में यह पूर्ण रूप से प्रतिबंधित है। इसका क्रय अथवा विक्रय करना गैरकानूनी है। यदि इसको कोई क्रय अथवा विक्रय करता पाया जाता है तो उसके विरुद्ध आपराधिक प्रकरण दर्ज किया जाएगा। चाइनीस मांझे से करंट लगना, गला कटना, पशु-पक्षियों की जनहानि होती है। इसके बाद सभी ने चाइनीस मांझे से पतंग न उड़ाने की शपथ ली। — [315, 907, 470, 1007]
story4-body3: को मुंबई साइबर क्राइम में ट्रांसफर कर दिया, जिसके बाद कॉलर ने अपना परिचय मुंबई साइबर क्राइम अधिकारी का दिया। एप डाउनलोड कराया: मुझसे मेरी शिकायत के बारे में पूछा- जिसके जवाब मैंने पूरी स्थिति बताई। इसके बाद ठग ने मुंबई आने को कहा। इस पर मैंने इनकार कर दिया। फिर उसने शिकायत ऑनलाइन करने को कहा। इसके लिए स्काइप एप्लिकेशन डाउनलोड करवाया। ठग ने मुझे कॉल पर स्काइप आईडी मुंबई साइबर सेल डिपार्टमेंट आईडी और उस पर मैसेज करने को कहा। — [353, 1089, 470, 1223]
possession-date-cell: 09-जनवरी-25 — [896, 817, 930, 824]
registration-marks: ●●●● — [860, 1432, 892, 1441]
byline-city: इंदौर — [108, 906, 120, 915]
property-cell: रिहायशी/व्यावसायिक संपत्ति भूमि/बिल्डिंग/स्ट्रक्चर एवं फिक्सचर के सभी अभिन्न अंग स्थित ... मल्हारगढ़ — [691, 1337, 891, 1383]
byline-city: इंदौर — [90, 1088, 102, 1097]
ad-title-suffix: (शिड्यूल्ड कॉमर्शियल बैंक) — [772, 37, 850, 46]
table-row — [488, 580, 930, 627]
table-body — [488, 155, 930, 1385]
ad-title — [544, 26, 930, 54]
table-row — [488, 1006, 930, 1053]
ad-title-block — [544, 26, 930, 66]
borrower-cell: (ऋण खाता संख्या) L9001060114812078, सुनील माली (ऋणी), श्रीमती सावित्री बाई माली (सह-ऋणी), महेश माली (सह-ऋणी) — [489, 1100, 609, 1146]
story2-columns — [15, 686, 353, 874]
notice-cell: 12-जुलाई-24 ₹ 4,83,163/- चार लाख तिरासी हजार एक सौ तिरसठ रुपये मात्र 11-जुलाई-24 तक — [609, 1006, 691, 1052]
borrower-cell: (ऋण खाता संख्या) L9001060115043098, जीवन (ऋणी), जीतमल जी (सहऋणी) — [489, 296, 609, 342]
notice-cell: 13-अगस्त-24 ₹ 6,33,085/- छः लाख तैंतीस हजार पिच्यासी रुपये मात्र 13-अगस्त-24 तक — [609, 156, 691, 201]
possession-date-cell: 09-जनवरी-25 — [896, 156, 930, 163]
notice-cell: 12-सितम्बर-24 ₹ 2,00,700/- दो लाख सात सौ रुपये मात्र 10-सितम्बर-24 तक — [609, 249, 691, 295]
signatory: प्राधिकृत अधिकारी एयू स्मॉल फाइनेंस बैंक लिमिटेड — [826, 1421, 930, 1428]
section-title-a: अपना — [214, 23, 262, 45]
ad-title-main: एयू स्मॉल फाइनेन्स बैंक लिमिटेड — [544, 27, 767, 49]
property-cell: रिहायशी/व्यावसायिक संपत्ति भूमि/बिल्डिंग/स्ट्रक्चर एवं फिक्सचर के सभी अभिन्न अंग स्थित ... बड़वाह — [691, 1100, 891, 1146]
story2-main — [15, 577, 353, 874]
story1-body-text: शहर में सोमवार को तीन स्थानों पर सड़क हादसे हो गए। इसमें तीन लोगों की मौत हो गई। मरने वालों में बाइक सवार तीन सदस्य शामिल हैं। तीनों मजदूरी के काम से जा रहे थे, तभी पीछे से तेज गति से आ रहे ट्रक ने उन्हें चपेट में ले लिया। हादसे के बाद आक्रोशित ग्रामीणों ने ट्रक में आग लगा दी। सूचना मिलते ही फायर ब्रिगेड की टीम ने ट्रक की आग बुझाई। पुलिस ने ट्रक जब्त कर लिया है। — [15, 262, 197, 384]
notice-cell: 11-अक्टूबर-24 ₹ 6,42,013/- छः लाख बयालीस हजार तेरह रुपये मात्र 10-अक्टूबर-24 तक — [609, 580, 691, 626]
case3-body: तीसरी घटना सोमवार सुबह 7 बजे खुड़ैल थाना क्षेत्र के ग्राम डबलचौकी के पास ग्राम गद्दी फाटे पर हुई। हादसे में तीन लोगों की मौत हुई है। खुड़ैल पुलिस ने बताया कि बाइक पर सवार तीनों लोग बोरिंग करने वाले वाहन से टकरा गए। हादसे के बाद ग्रामीणों ने बोरिंग मशीन में तोड़फोड़ कर उसे आग के हवाले कर दिया। तीनों सिवनी से डबलचौकी जा रहे थे। मृतकों की पहचान कुणाल पिता जितेन्द्र (14) निवासी ग्राम सिवनी, सूर्यांश पिता आनंद ठाकरे (12) और विशाल पिता मुकेश ठाकरे (25) निवासी ग्राम सिवनी के रूप में हुई है। तीनों लोग गद्दी फाटे से डबलचौकी रोड पहुंचे तो ट्रक (टीएन-34 टी-2277) जिसमें बोरिंग की मशीन थी... डबलचौकी तरफ से चालक अपनी गाड़ी को तेज गति से लाया और जितेन्द्र की मोटरसाइकिल को टक्कर मार दी। टक्कर लगने से तीनों की घटनास्थल पर ही मौत हो गई। — [141, 413, 351, 546]
story4-middle — [129, 1089, 345, 1227]
property-cell: रिहायशी/व्यावसायिक संपत्ति भूमि/बिल्डिंग/स्ट्रक्चर एवं फिक्सचर के सभी अभिन्न अंग स्थित ... — [691, 1006, 891, 1052]
table-row — [488, 533, 930, 580]
possession-date-cell: 09-जनवरी-25 — [896, 439, 930, 446]
property-cell: रिहायशी/व्यावसायिक संपत्ति भूमि/बिल्डिंग/स्ट्रक्चर एवं फिक्सचर के सभी अभिन्न अंग स्थित ... — [691, 486, 891, 532]
byline-city: इंदौर — [128, 234, 140, 242]
story4-box — [129, 1089, 345, 1189]
case1 — [15, 396, 133, 551]
borrower-cell: (ऋण खाता संख्या) L9001060122121861, तिलक (ऋणी), श्रीमती अमोल बाई (सह-ऋणी), दीपक (सह-ऋणी) — [489, 1053, 609, 1099]
table-row — [488, 1195, 930, 1242]
notice-cell: 15-अक्टूबर-24 ₹ 2,21,946/- दो लाख इक्कीस हजार नौ सौ छियालीस रुपये मात्र 10-अक्टूबर-24 — [609, 1337, 691, 1383]
accident-photo — [15, 263, 113, 343]
borrower-cell: (ऋण खाता संख्या) L9001060121999876, इसान टेक्सटाइल (ऋणी), इसान हुसैन अंसारी (सहऋणी), इजहार अहमद अंसारी (सहऋणी), फिरोज हुसैन (गारंटर) — [489, 486, 609, 532]
table-row — [488, 675, 930, 722]
table-row — [488, 1242, 930, 1289]
